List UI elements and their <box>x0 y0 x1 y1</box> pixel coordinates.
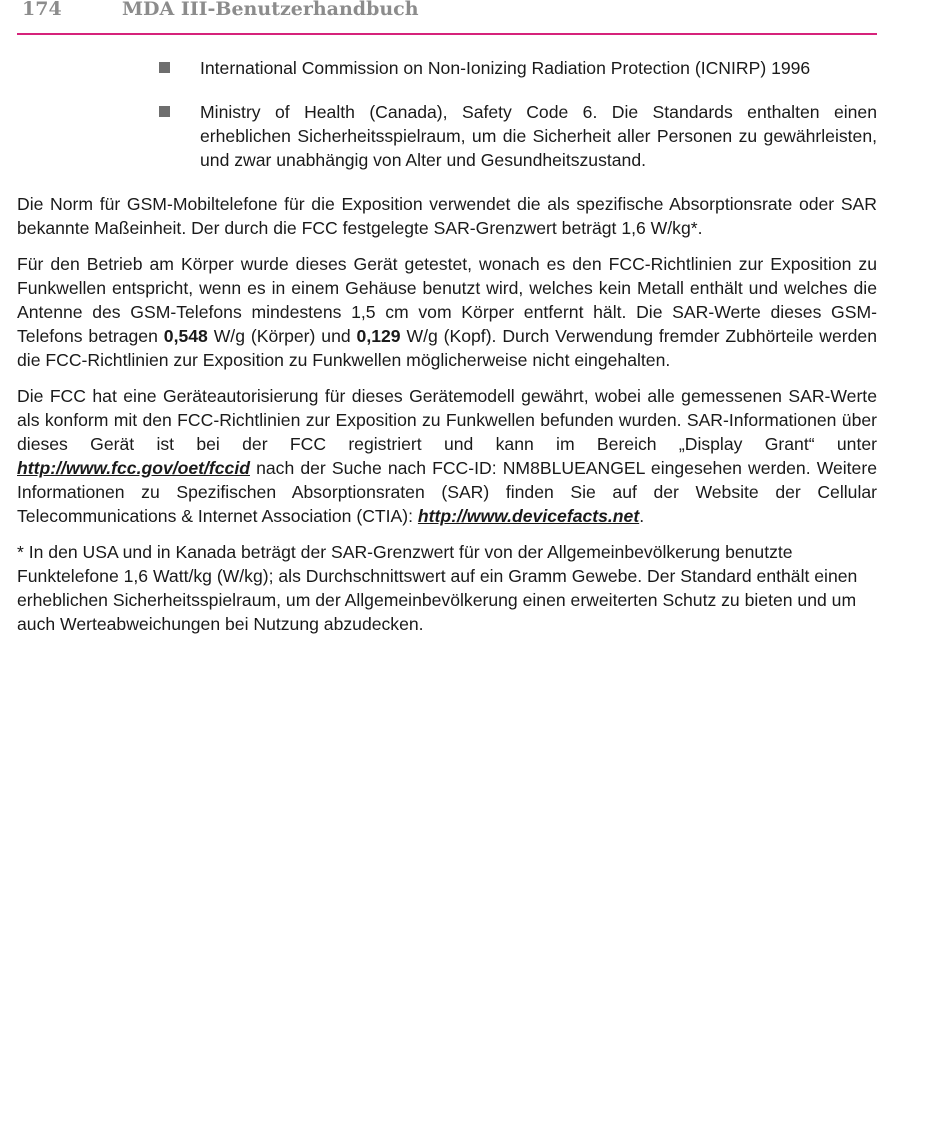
standards-list <box>17 56 877 172</box>
list-item-text: Ministry of Health (Canada), Safety Code 6. Die Standards enthalten einen erheblichen Sicherheitsspielraum, um die Sicherheit aller Personen zu gewährleisten, und zwar unabhängig von Alter und Gesundheitszustand. <box>200 102 877 170</box>
paragraph-text: . <box>639 506 645 526</box>
header-divider <box>17 33 877 35</box>
page-header <box>0 0 950 36</box>
page-content <box>17 56 877 648</box>
paragraph-text: Die FCC hat eine Geräteautorisierung für dieses Gerätemodell gewährt, wobei alle gemessenen SAR-Werte als konform mit den FCC-Richtlinien zur Exposition zu Funkwellen befunden wurden. SAR-Informationen über dieses Gerät ist bei der FCC registriert und kann im Bereich „Display Grant“ unter <box>17 386 877 454</box>
square-bullet-icon <box>159 106 170 117</box>
paragraph-text: nach der Suche nach FCC-ID: NM8BLUEANGEL eingesehen werden. Weitere Informationen zu Spezifischen Absorptionsraten (SAR) finden Sie auf der Website der Cellular Telecommunications & Internet Association (CTIA): <box>17 458 877 526</box>
fcc-id-link[interactable]: http://www.fcc.gov/oet/fccid <box>17 458 250 478</box>
list-item-text: International Commission on Non-Ionizing Radiation Protection (ICNIRP) 1996 <box>200 58 811 78</box>
sar-value-head: 0,129 <box>356 326 401 346</box>
devicefacts-link[interactable]: http://www.devicefacts.net <box>417 506 640 526</box>
fcc-authorization-paragraph <box>17 384 877 528</box>
paragraph-text: Für den Betrieb am Körper wurde dieses Gerät getestet, wonach es den FCC-Richtlinien zur Exposition zu Funkwellen entspricht, wenn es in einem Gehäuse benutzt wird, welches kein Metall enthält und welches die Antenne des GSM-Telefons mindestens 1,5 cm vom Körper entfernt hält. Die SAR-Werte dieses GSM-Telefons betragen <box>17 254 877 346</box>
document-title: MDA III-Benutzerhandbuch <box>122 0 419 20</box>
body-operation-paragraph <box>17 252 877 372</box>
list-item <box>17 100 877 172</box>
paragraph-text: W/g (Körper) und <box>207 326 357 346</box>
square-bullet-icon <box>159 62 170 73</box>
list-item <box>17 56 877 80</box>
paragraph-text: W/g (Kopf). Durch Verwendung fremder Zubhörteile werden die FCC-Richtlinien zur Exposition zu Funkwellen möglicherweise nicht eingehalten. <box>17 326 877 370</box>
footnote: * In den USA und in Kanada beträgt der SAR-Grenzwert für von der Allgemeinbevölkerung benutzte Funktelefone 1,6 Watt/kg (W/kg); als Durchschnittswert auf ein Gramm Gewebe. Der Standard enthält einen erheblichen Sicherheitsspielraum, um der Allgemeinbevölkerung einen erweiterten Schutz zu bieten und um auch Werteabweichungen bei Nutzung abzudecken. <box>17 542 858 634</box>
page-number: 174 <box>22 0 62 20</box>
sar-value-body: 0,548 <box>163 326 208 346</box>
sar-norm-paragraph: Die Norm für GSM-Mobiltelefone für die Exposition verwendet die als spezifische Absorptionsrate oder SAR bekannte Maßeinheit. Der durch die FCC festgelegte SAR-Grenzwert beträgt 1,6 W/kg*. <box>17 194 877 238</box>
